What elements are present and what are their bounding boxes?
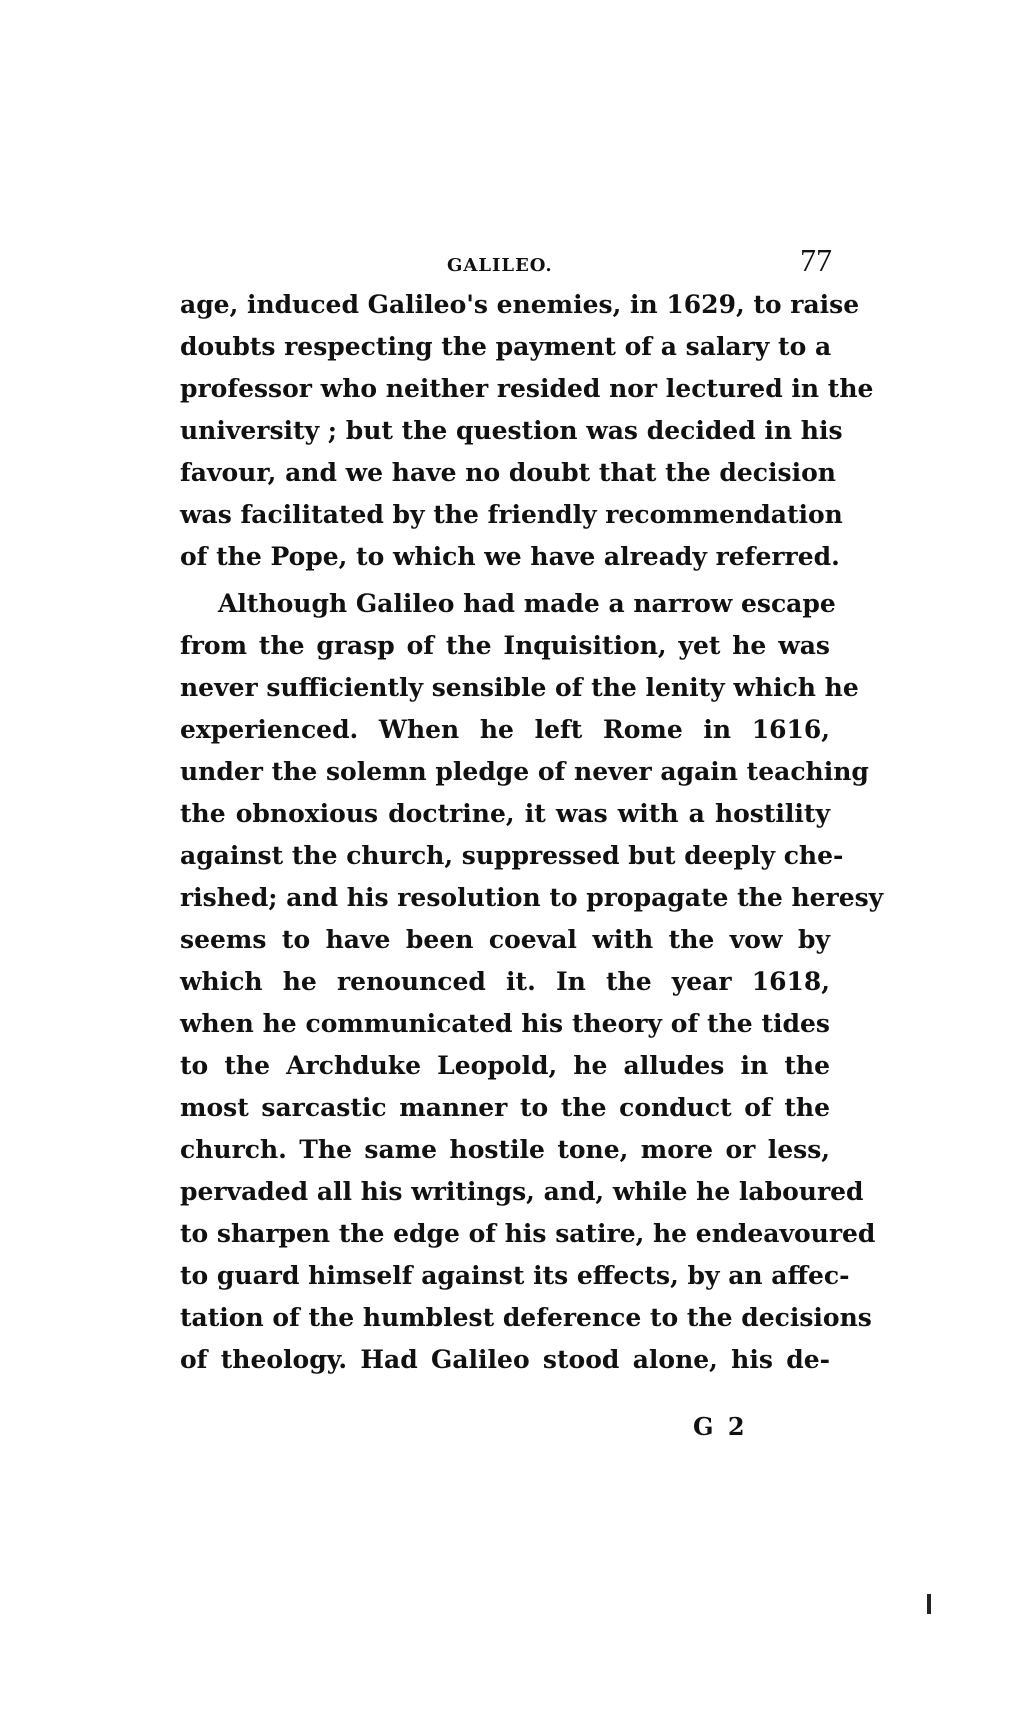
paragraph-1 (180, 284, 874, 578)
text-line: never sufficiently sensible of the lenity which he (180, 673, 859, 702)
text-line: professor who neither resided nor lectured in the (180, 374, 874, 403)
text-line: to sharpen the edge of his satire, he endeavoured (180, 1219, 876, 1248)
paragraph-2 (180, 583, 884, 1381)
text-line: tation of the humblest deference to the decisions (180, 1303, 872, 1332)
text-line: university ; but the question was decided in his (180, 416, 843, 445)
text-line: Although Galileo had made a narrow escape (218, 589, 836, 618)
page-number: 77 (800, 242, 832, 278)
text-line: to the Archduke Leopold, he alludes in the (180, 1051, 830, 1080)
text-line: under the solemn pledge of never again teaching (180, 757, 869, 786)
text-line: was facilitated by the friendly recommendation (180, 500, 843, 529)
text-line: pervaded all his writings, and, while he laboured (180, 1177, 864, 1206)
text-line: the obnoxious doctrine, it was with a hostility (180, 799, 830, 828)
text-line: age, induced Galileo's enemies, in 1629, to raise (180, 290, 860, 319)
text-line: of theology. Had Galileo stood alone, his de- (180, 1345, 830, 1374)
text-line: when he communicated his theory of the tides (180, 1009, 830, 1038)
text-line: from the grasp of the Inquisition, yet he was (180, 631, 830, 660)
text-line: favour, and we have no doubt that the decision (180, 458, 836, 487)
text-line: seems to have been coeval with the vow by (180, 925, 830, 954)
text-line: doubts respecting the payment of a salary to a (180, 332, 832, 361)
text-line: to guard himself against its effects, by an affec- (180, 1261, 850, 1290)
running-title: GALILEO. (447, 255, 553, 276)
text-line: experienced. When he left Rome in 1616, (180, 715, 830, 744)
text-line: of the Pope, to which we have already referred. (180, 542, 840, 571)
text-line: church. The same hostile tone, more or less, (180, 1135, 830, 1164)
text-line: which he renounced it. In the year 1618, (180, 967, 830, 996)
signature-mark: G 2 (693, 1412, 748, 1441)
text-line: against the church, suppressed but deeply che- (180, 841, 844, 870)
ink-mark (927, 1594, 931, 1614)
text-line: rished; and his resolution to propagate the heresy (180, 883, 884, 912)
text-line: most sarcastic manner to the conduct of the (180, 1093, 830, 1122)
